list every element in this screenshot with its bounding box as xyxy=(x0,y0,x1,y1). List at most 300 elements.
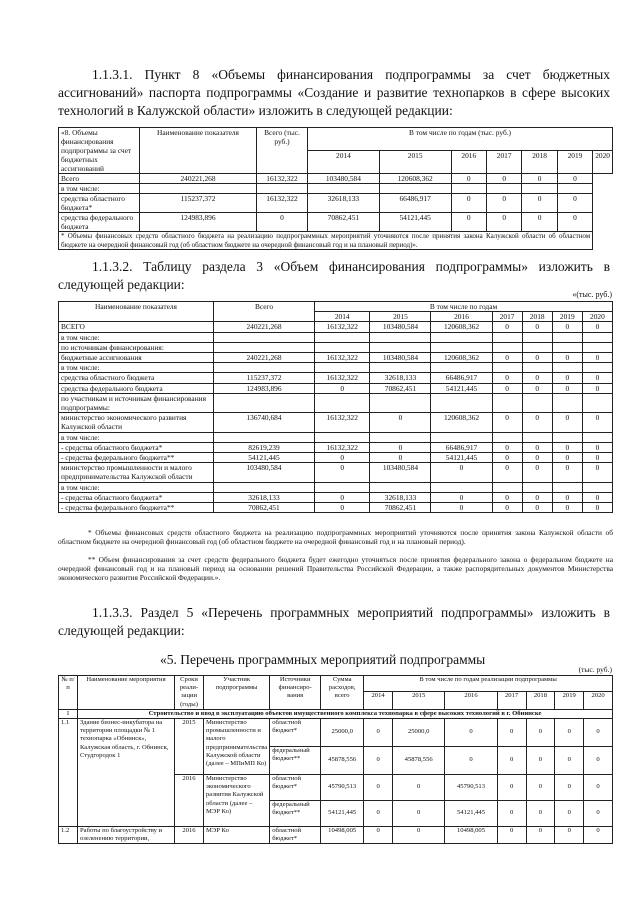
row-value xyxy=(379,184,451,194)
year-value: 0 xyxy=(445,747,497,775)
table-row xyxy=(59,174,613,184)
row-value xyxy=(431,432,492,442)
year-header: 2019 xyxy=(555,691,584,709)
year-value: 0 xyxy=(584,827,613,844)
row-value: 0 xyxy=(582,353,612,363)
table-row xyxy=(59,482,613,492)
year-value: 0 xyxy=(584,775,613,801)
row-value xyxy=(431,482,492,492)
year-header: 2017 xyxy=(492,312,522,322)
year-header: 2016 xyxy=(451,151,486,174)
table-row xyxy=(59,363,613,373)
item-name: Работы по благоустройству и озеленению территории, xyxy=(78,827,175,844)
year-value: 0 xyxy=(526,747,555,775)
row-value: 54121,445 xyxy=(379,213,451,232)
year-value: 25000,0 xyxy=(393,719,445,747)
row-value: 103480,584 xyxy=(370,353,431,363)
header-measure: Наименование мероприятия xyxy=(78,676,175,710)
year-header: 2015 xyxy=(393,691,445,709)
row-value xyxy=(431,393,492,412)
table-row xyxy=(59,393,613,412)
row-name: в том числе: xyxy=(59,482,214,492)
year-header: 2018 xyxy=(522,312,552,322)
sum-cell: 25000,0 xyxy=(321,719,364,747)
paragraph-1-1-3-1 xyxy=(58,66,610,120)
row-value: 0 xyxy=(492,492,522,502)
header-indicator: Наименование показателя xyxy=(59,302,214,322)
funding-note-1: * Объемы финансовых средств областного бюджета на реализацию подпрограммных мероприятий уточняются после принятия закона Калужской области об областном бюджете на очередной финансовый год (об областном бюджете на очередной финансовый год и на плановый период). xyxy=(58,528,613,546)
row-value: 0 xyxy=(431,503,492,513)
row-value xyxy=(552,332,582,342)
table-row xyxy=(59,492,613,502)
row-value xyxy=(315,482,370,492)
row-value: 16132,322 xyxy=(315,373,370,383)
unit-label-3: (тыс. руб.) xyxy=(578,665,612,674)
row-name: Всего xyxy=(59,174,140,184)
year-header: 2016 xyxy=(431,312,492,322)
row-value: 0 xyxy=(451,194,486,213)
row-name: средства федерального бюджета xyxy=(59,383,214,393)
year-value: 0 xyxy=(555,801,584,827)
row-value xyxy=(451,184,486,194)
row-total xyxy=(214,432,315,442)
year-header: 2018 xyxy=(522,151,557,174)
funding-note-2: ** Объем финансирования за счет средств федерального бюджета будет ежегодно уточняться после принятия федерального закона о федеральном бюджете на очередной финансовый год и на плановый период на основании решений Правительства Российской Федерации, а также распорядительных документов Министерства экономического развития Российской Федерации.». xyxy=(58,555,613,582)
row-total: 115237,372 xyxy=(140,194,257,213)
year-value: 0 xyxy=(497,719,526,747)
year-value: 0 xyxy=(526,719,555,747)
row-value xyxy=(370,482,431,492)
year-value: 0 xyxy=(445,719,497,747)
year-value: 0 xyxy=(364,719,393,747)
row-value xyxy=(315,432,370,442)
row-name: в том числе: xyxy=(59,184,140,194)
row-value xyxy=(582,363,612,373)
row-value: 0 xyxy=(315,463,370,482)
row-value xyxy=(370,363,431,373)
row-value: 0 xyxy=(431,463,492,482)
row-value: 16132,322 xyxy=(315,322,370,332)
row-name: министерство промышленности и малого предпринимательства Калужской области xyxy=(59,463,214,482)
row-value: 0 xyxy=(451,174,486,184)
row-value xyxy=(492,482,522,492)
year-value: 0 xyxy=(526,827,555,844)
table-row xyxy=(59,463,613,482)
row-value xyxy=(486,184,521,194)
row-value: 0 xyxy=(522,383,552,393)
year-header: 2017 xyxy=(497,691,526,709)
row-value: 0 xyxy=(522,322,552,332)
year-value: 0 xyxy=(555,719,584,747)
passport-note: * Объемы финансовых средств областного бюджета на реализацию подпрограммных мероприятий уточняются после принятия закона Калужской области об областном бюджете на очередной финансовый год (об областном бюджете на очередной финансовый год и на плановый период)». xyxy=(59,232,593,250)
year-header: 2019 xyxy=(557,151,592,174)
sum-cell: 45878,556 xyxy=(321,747,364,775)
table-row xyxy=(59,184,613,194)
row-value: 0 xyxy=(552,373,582,383)
row-value: 16132,322 xyxy=(257,194,308,213)
row-value: 0 xyxy=(370,442,431,452)
row-value xyxy=(370,393,431,412)
table-row xyxy=(59,322,613,332)
row-value: 0 xyxy=(552,453,582,463)
row-name: - средства федерального бюджета** xyxy=(59,503,214,513)
year-value: 0 xyxy=(555,827,584,844)
year-header: 2016 xyxy=(445,691,497,709)
row-name: по участникам и источникам финансирования подпрограммы: xyxy=(59,393,214,412)
row-value: 0 xyxy=(552,442,582,452)
row-value: 16132,322 xyxy=(315,413,370,432)
year-value: 0 xyxy=(364,801,393,827)
table-row xyxy=(59,332,613,342)
row-value xyxy=(582,482,612,492)
row-total: 115237,372 xyxy=(214,373,315,383)
row-value: 0 xyxy=(522,492,552,502)
row-value: 0 xyxy=(315,492,370,502)
row-value: 0 xyxy=(486,213,521,232)
row-value xyxy=(370,432,431,442)
row-name: средства федерального бюджета xyxy=(59,213,140,232)
row-value: 103480,584 xyxy=(308,174,380,184)
row-value xyxy=(552,432,582,442)
row-value: 0 xyxy=(582,383,612,393)
table-row xyxy=(59,353,613,363)
row-value: 0 xyxy=(492,322,522,332)
year-header: 2014 xyxy=(315,312,370,322)
paragraph-2-text: 1.1.3.2. Таблицу раздела 3 «Объем финансирования подпрограммы» изложить в следующей редакции: xyxy=(58,259,610,292)
table-row xyxy=(59,453,613,463)
row-value xyxy=(315,393,370,412)
funding-table xyxy=(58,301,613,513)
row-value xyxy=(370,342,431,352)
row-name: министерство экономического развития Калужской области xyxy=(59,413,214,432)
year-header: 2015 xyxy=(370,312,431,322)
row-value xyxy=(552,342,582,352)
row-total xyxy=(214,332,315,342)
row-value: 54121,445 xyxy=(431,453,492,463)
row-value xyxy=(522,482,552,492)
row-value: 0 xyxy=(552,503,582,513)
item-num: 1.1 xyxy=(59,719,78,827)
row-total: 240221,268 xyxy=(214,353,315,363)
year-value: 0 xyxy=(497,747,526,775)
row-value xyxy=(522,342,552,352)
row-value xyxy=(522,363,552,373)
table-row xyxy=(59,213,613,232)
row-value: 120608,362 xyxy=(431,413,492,432)
row-value: 0 xyxy=(522,174,557,184)
row-value: 16132,322 xyxy=(315,353,370,363)
year-value: 0 xyxy=(364,827,393,844)
row-value: 0 xyxy=(582,453,612,463)
table-row xyxy=(59,383,613,393)
row-value: 0 xyxy=(315,383,370,393)
item-participant: Министерство экономического развития Калужской области (далее – МЭР Ко) xyxy=(204,775,270,827)
row-value: 0 xyxy=(492,413,522,432)
table-row xyxy=(59,442,613,452)
row-name: в том числе: xyxy=(59,363,214,373)
row-total: 82619,239 xyxy=(214,442,315,452)
source-cell: областной бюджет* xyxy=(270,827,321,844)
row-value: 103480,584 xyxy=(370,322,431,332)
row-value: 0 xyxy=(582,492,612,502)
row-value xyxy=(522,393,552,412)
sum-cell: 10498,005 xyxy=(321,827,364,844)
row-value xyxy=(492,342,522,352)
row-value: 0 xyxy=(492,453,522,463)
row-value xyxy=(582,332,612,342)
year-value: 0 xyxy=(584,801,613,827)
row-value: 0 xyxy=(492,353,522,363)
row-value: 0 xyxy=(370,453,431,463)
row-value xyxy=(492,432,522,442)
row-value: 103480,584 xyxy=(370,463,431,482)
year-header: 2019 xyxy=(552,312,582,322)
header-source: Источники финансиро-вания xyxy=(270,676,321,710)
row-value xyxy=(522,332,552,342)
row-value: 0 xyxy=(552,383,582,393)
row-value: 32618,133 xyxy=(308,194,380,213)
year-value: 45878,556 xyxy=(393,747,445,775)
row-value xyxy=(431,332,492,342)
header-years: В том числе по годам (тыс. руб.) xyxy=(308,128,613,151)
row-value: 0 xyxy=(552,353,582,363)
item-name: Здание бизнес-инкубатора на территории площадки № 1 технопарка «Обнинск», Калужская область, г. Обнинск, Студгородок 1 xyxy=(78,719,175,827)
row-value: 0 xyxy=(522,453,552,463)
year-header: 2017 xyxy=(486,151,521,174)
row-value xyxy=(431,363,492,373)
row-value: 120608,362 xyxy=(379,174,451,184)
header-total: Всего xyxy=(214,302,315,322)
row-name: в том числе: xyxy=(59,432,214,442)
header-sum: Сумма расходов, всего xyxy=(321,676,364,710)
row-value xyxy=(315,363,370,373)
row-value: 0 xyxy=(315,453,370,463)
row-value: 0 xyxy=(315,503,370,513)
row-total: 136740,684 xyxy=(214,413,315,432)
year-value: 0 xyxy=(393,801,445,827)
row-total: 54121,445 xyxy=(214,453,315,463)
source-cell: федеральный бюджет** xyxy=(270,801,321,827)
table-row xyxy=(59,373,613,383)
year-value: 0 xyxy=(584,719,613,747)
row-value: 0 xyxy=(257,213,308,232)
year-value: 0 xyxy=(393,827,445,844)
row-value: 0 xyxy=(557,174,592,184)
row-total xyxy=(214,342,315,352)
item-participant: Министерство промышленности и малого предпринимательства Калужской области (далее – МПиМП Ко) xyxy=(204,719,270,775)
row-total xyxy=(214,482,315,492)
year-header: 2015 xyxy=(379,151,451,174)
item-participant: МЭР Ко xyxy=(204,827,270,844)
year-value: 10498,005 xyxy=(445,827,497,844)
row-value xyxy=(552,393,582,412)
row-value: 66486,917 xyxy=(431,442,492,452)
source-cell: федеральный бюджет** xyxy=(270,747,321,775)
row-value: 0 xyxy=(522,353,552,363)
row-total xyxy=(214,363,315,373)
row-value xyxy=(492,363,522,373)
header-num: № п/п xyxy=(59,676,78,710)
paragraph-1-text: 1.1.3.1. Пункт 8 «Объемы финансирования подпрограммы за счет бюджетных ассигнований» паспорта подпрограммы «Создание и развитие технопарков в сфере высоких технологий в Калужской области» изложить в следующей редакции: xyxy=(58,67,610,118)
row-name: в том числе: xyxy=(59,332,214,342)
year-value: 0 xyxy=(497,775,526,801)
row-total: 70862,451 xyxy=(214,503,315,513)
table-row xyxy=(59,413,613,432)
row-value: 0 xyxy=(582,503,612,513)
header-indicator: Наименование показателя xyxy=(140,128,257,174)
row-name: средства областного бюджета xyxy=(59,373,214,383)
row-value: 0 xyxy=(522,213,557,232)
row-total: 240221,268 xyxy=(214,322,315,332)
table-row xyxy=(59,194,613,213)
item-year: 2016 xyxy=(175,775,204,827)
measures-table xyxy=(58,675,613,844)
row-value: 0 xyxy=(582,373,612,383)
header-participant: Участник подпрограммы xyxy=(204,676,270,710)
row-value: 0 xyxy=(552,322,582,332)
row-value: 70862,451 xyxy=(308,213,380,232)
row-value xyxy=(492,393,522,412)
row-value: 120608,362 xyxy=(431,322,492,332)
section-title: Строительство и ввод в эксплуатацию объектов имущественного комплекса технопарка в сфере высоких технологий в г. Обнинске xyxy=(78,709,613,718)
row-name: - средства федерального бюджета** xyxy=(59,453,214,463)
source-cell: областной бюджет* xyxy=(270,719,321,747)
row-value: 0 xyxy=(557,213,592,232)
row-value: 0 xyxy=(552,413,582,432)
year-value: 0 xyxy=(555,775,584,801)
row-value xyxy=(308,184,380,194)
row-value: 0 xyxy=(486,194,521,213)
row-name: бюджетные ассигнования xyxy=(59,353,214,363)
item-num: 1.2 xyxy=(59,827,78,844)
passport-funding-table xyxy=(58,127,613,250)
table-row xyxy=(59,503,613,513)
row-total: 103480,584 xyxy=(214,463,315,482)
row-value xyxy=(552,482,582,492)
item-year: 2016 xyxy=(175,827,204,844)
table-row xyxy=(59,432,613,442)
row-value xyxy=(315,342,370,352)
row-name: - средства областного бюджета* xyxy=(59,492,214,502)
row-total xyxy=(214,393,315,412)
row-value xyxy=(431,342,492,352)
row-value: 0 xyxy=(492,373,522,383)
row-value xyxy=(492,332,522,342)
year-header: 2020 xyxy=(582,312,612,322)
row-value: 0 xyxy=(557,194,592,213)
year-header: 2018 xyxy=(526,691,555,709)
row-value xyxy=(522,432,552,442)
row-value: 0 xyxy=(582,442,612,452)
paragraph-1-1-3-3 xyxy=(58,604,610,640)
row-value: 0 xyxy=(582,463,612,482)
row-value: 0 xyxy=(492,442,522,452)
year-value: 0 xyxy=(526,801,555,827)
row-total: 124983,896 xyxy=(214,383,315,393)
year-value: 0 xyxy=(526,775,555,801)
row-value: 54121,445 xyxy=(431,383,492,393)
unit-label-2: «(тыс. руб.) xyxy=(572,290,612,299)
row-value: 0 xyxy=(492,503,522,513)
table-row xyxy=(59,719,613,747)
year-header: 2020 xyxy=(593,151,613,174)
row-value: 66486,917 xyxy=(431,373,492,383)
row-value: 32618,133 xyxy=(370,492,431,502)
row-name: по источникам финансирования: xyxy=(59,342,214,352)
paragraph-1-1-3-2 xyxy=(58,258,610,294)
row-value xyxy=(257,184,308,194)
year-header: 2014 xyxy=(364,691,393,709)
sum-cell: 45790,513 xyxy=(321,775,364,801)
sum-cell: 54121,445 xyxy=(321,801,364,827)
header-years: В том числе по годам реализации подпрограммы xyxy=(364,676,613,692)
year-value: 0 xyxy=(497,827,526,844)
row-value xyxy=(582,342,612,352)
year-value: 0 xyxy=(497,801,526,827)
row-value: 0 xyxy=(522,442,552,452)
year-header: 2014 xyxy=(308,151,380,174)
row-value xyxy=(582,393,612,412)
row-total: 32618,133 xyxy=(214,492,315,502)
row-total: 240221,268 xyxy=(140,174,257,184)
row-value: 0 xyxy=(522,194,557,213)
row-total: 124983,896 xyxy=(140,213,257,232)
row-value: 0 xyxy=(451,213,486,232)
source-cell: областной бюджет* xyxy=(270,775,321,801)
row-name: средства областного бюджета* xyxy=(59,194,140,213)
row-value: 0 xyxy=(582,413,612,432)
row-value: 0 xyxy=(522,413,552,432)
row-value: 0 xyxy=(582,322,612,332)
header-total: Всего (тыс. руб.) xyxy=(257,128,308,174)
section-num: I xyxy=(59,709,78,718)
row-name: ВСЕГО xyxy=(59,322,214,332)
row-value xyxy=(522,184,557,194)
row-value: 66486,917 xyxy=(379,194,451,213)
year-value: 0 xyxy=(364,775,393,801)
row-value: 16132,322 xyxy=(315,442,370,452)
row-value: 0 xyxy=(492,383,522,393)
passport-item-label: «8. Объемы финансирования подпрограммы за счет бюджетных ассигнований xyxy=(59,128,140,174)
section-5-title: «5. Перечень программных мероприятий подпрограммы xyxy=(160,652,486,667)
row-value: 0 xyxy=(522,373,552,383)
year-value: 54121,445 xyxy=(445,801,497,827)
row-value: 70862,451 xyxy=(370,383,431,393)
row-value: 0 xyxy=(552,492,582,502)
row-value: 0 xyxy=(492,463,522,482)
row-value: 0 xyxy=(552,463,582,482)
row-value: 70862,451 xyxy=(370,503,431,513)
table-row xyxy=(59,827,613,844)
year-value: 0 xyxy=(393,775,445,801)
row-value: 120608,362 xyxy=(431,353,492,363)
header-term: Сроки реали-зации (годы) xyxy=(175,676,204,710)
year-header: 2020 xyxy=(584,691,613,709)
item-year: 2015 xyxy=(175,719,204,775)
year-value: 0 xyxy=(364,747,393,775)
row-name: - средства областного бюджета* xyxy=(59,442,214,452)
table-row xyxy=(59,342,613,352)
row-value xyxy=(315,332,370,342)
row-value xyxy=(552,363,582,373)
year-value: 45790,513 xyxy=(445,775,497,801)
row-value xyxy=(370,332,431,342)
row-value xyxy=(582,432,612,442)
row-value: 0 xyxy=(431,492,492,502)
year-value: 0 xyxy=(555,747,584,775)
row-value: 16132,322 xyxy=(257,174,308,184)
row-value: 32618,133 xyxy=(370,373,431,383)
